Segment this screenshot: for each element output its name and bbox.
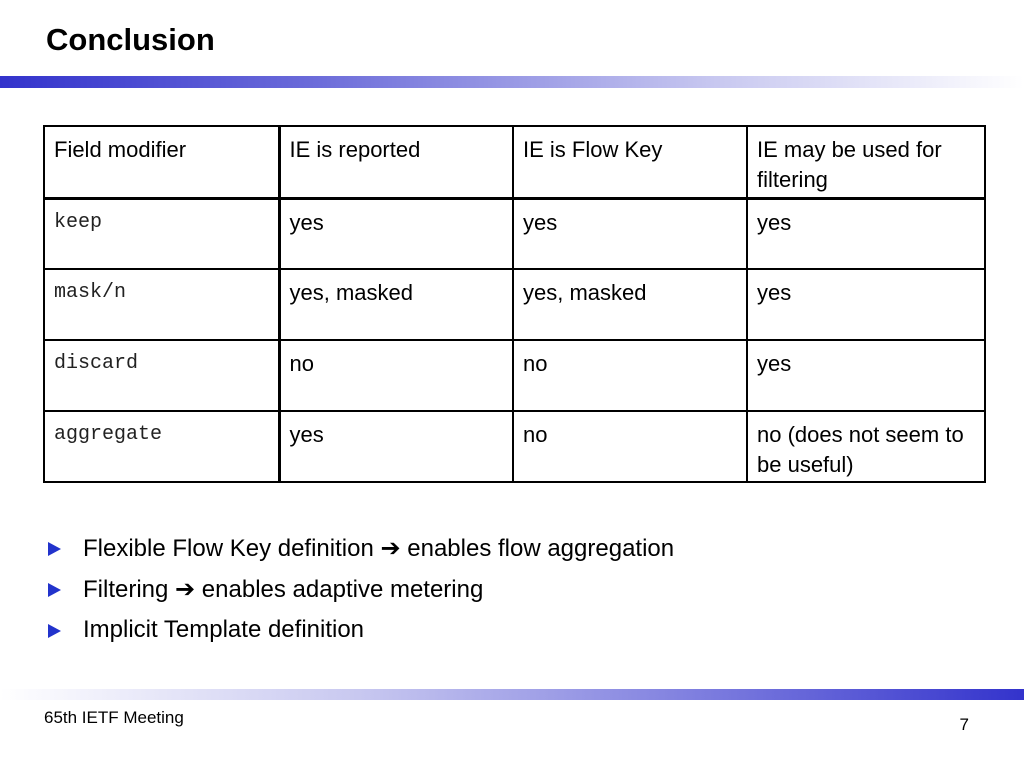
table-header-row [44,126,985,198]
table-cell: no [513,411,747,482]
table-cell: yes, masked [279,269,513,340]
bullet-text: Flexible Flow Key definition [83,535,381,562]
footer-bar [0,689,1024,700]
bullet-item [46,610,674,650]
bullet-text: enables flow aggregation [400,535,675,562]
table-cell-modifier: discard [44,340,279,411]
table-cell: yes [747,340,985,411]
table-header-cell: IE is Flow Key [513,126,747,198]
table-cell: yes, masked [513,269,747,340]
table-row [44,411,985,482]
table-cell: no [279,340,513,411]
table-cell-modifier: keep [44,198,279,269]
title-underline-bar [0,76,1024,88]
table-cell: no (does not seem to be useful) [747,411,985,482]
table-cell: yes [747,269,985,340]
table-header-cell: Field modifier [44,126,279,198]
table-row [44,340,985,411]
bullet-text: Implicit Template definition [83,616,365,643]
table-cell: yes [747,198,985,269]
table-cell-modifier: mask/n [44,269,279,340]
table-cell: no [513,340,747,411]
page-number: 7 [959,715,969,734]
table-cell-modifier: aggregate [44,411,279,482]
right-arrow-icon: ➔ [175,575,196,603]
triangle-bullet-icon [48,542,61,556]
table-header-cell: IE may be used for filtering [747,126,985,198]
table-cell: yes [279,411,513,482]
bullet-text: Filtering [83,576,176,603]
triangle-bullet-icon [48,583,61,597]
table-row [44,269,985,340]
table-cell: yes [513,198,747,269]
table-row [44,198,985,269]
footer-meeting-label: 65th IETF Meeting [44,708,184,727]
right-arrow-icon: ➔ [380,534,401,562]
bullet-item [46,528,674,569]
field-modifier-table [43,125,986,483]
slide-title: Conclusion [46,22,215,57]
table-header-cell: IE is reported [279,126,513,198]
table-cell: yes [279,198,513,269]
triangle-bullet-icon [48,624,61,638]
bullet-text: enables adaptive metering [195,576,484,603]
bullet-list [46,528,674,650]
bullet-item [46,569,674,610]
